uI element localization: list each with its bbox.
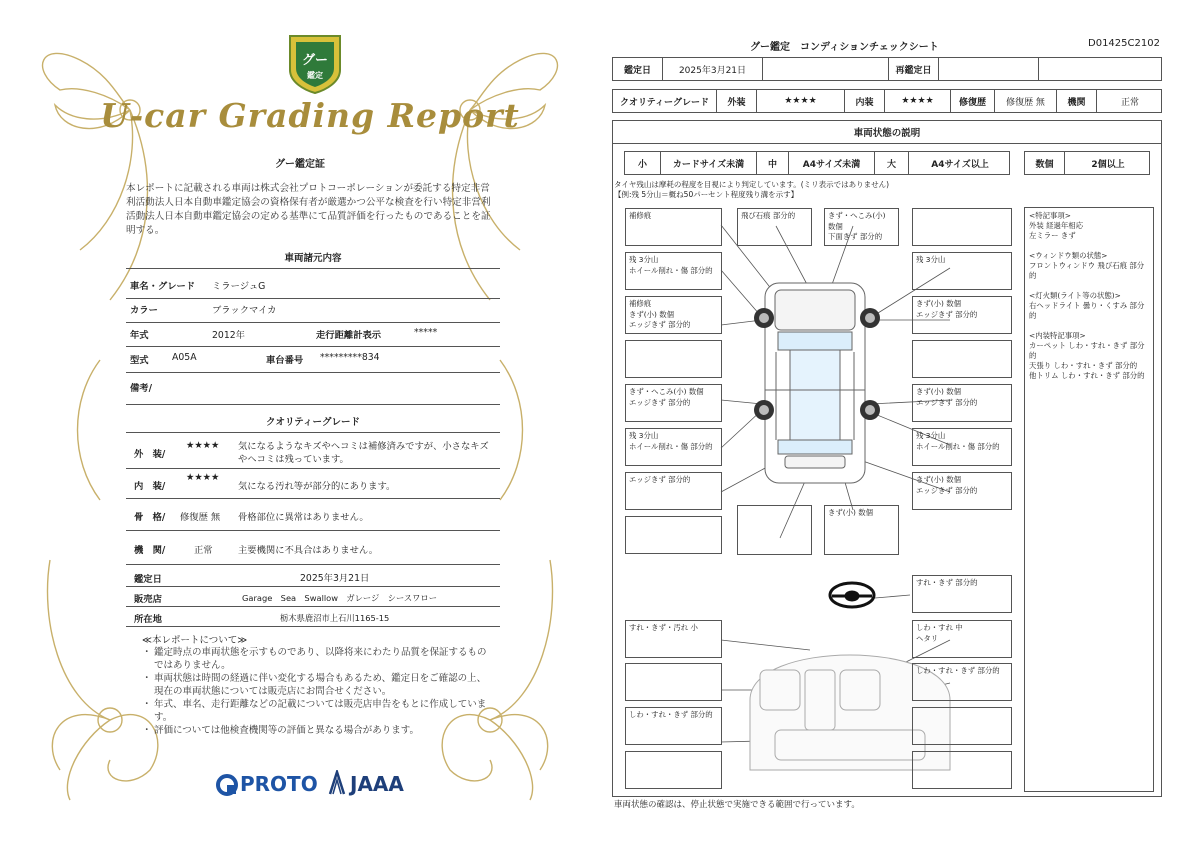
- grade-row: クオリティーグレード 外装 ★★★★ 内装 ★★★★ 修復歴 修復歴 無 機関 正常: [612, 89, 1162, 113]
- note-box-left-rear-door: きず・へこみ(小) 数個 エッジきず 部分的: [625, 384, 722, 422]
- note-box-right-fender: きず(小) 数個 エッジきず 部分的: [912, 296, 1012, 334]
- note-box-driver-seat: しわ・すれ 中 ヘタリ: [912, 620, 1012, 658]
- spec-row-model: 型式 A05A 車台番号 *********834: [126, 346, 500, 373]
- tire-note: タイヤ残山は摩耗の程度を目視により判定しています。(ミリ表示ではありません) 【例:残 5分山＝概ね50パーセント程度残り溝を示す】: [614, 180, 890, 199]
- quality-row-engine: 機 関/ 正常 主要機関に不具合はありません。: [126, 530, 500, 565]
- certificate-title: グー鑑定証: [275, 159, 325, 170]
- note-box-floor-left: [625, 751, 722, 789]
- quality-row-interior: 内 装/ ★★★★ 気になる汚れ等が部分的にあります。: [126, 468, 500, 499]
- svg-text:鑑定: 鑑定: [307, 71, 323, 80]
- note-box-steering: すれ・きず 部分的: [912, 575, 1012, 613]
- spec-row-color: カラー ブラックマイカ: [126, 298, 500, 323]
- list-item: ・ 車両状態は時間の経過に伴い変化する場合もあるため、鑑定日をご確認の上、現在の車両状態については販売店にお問合せください。: [142, 672, 488, 698]
- report-script-title: U-car Grading Report: [100, 96, 520, 135]
- spec-row-remarks: 備考/: [126, 372, 500, 405]
- date-row: 鑑定日 2025年3月21日 再鑑定日: [612, 57, 1162, 81]
- note-box-left-fender: 補修痕 きず(小) 数個 エッジきず 部分的: [625, 296, 722, 334]
- note-box-tire-fr: 残 3分山: [912, 252, 1012, 290]
- note-box-right-rear-door: きず(小) 数個 エッジきず 部分的: [912, 384, 1012, 422]
- quality-row-frame: 骨 格/ 修復歴 無 骨格部位に異常はありません。: [126, 498, 500, 531]
- appraisal-date-row: 鑑定日 2025年3月21日: [126, 566, 500, 587]
- footer-note: 車両状態の確認は、停止状態で実施できる範囲で行っています。: [614, 800, 860, 810]
- spec-row-year: 年式 2012年 走行距離計表示 *****: [126, 322, 500, 347]
- goo-badge-icon: [286, 30, 344, 94]
- shop-row: 販売店 Garage Sea Swallow ガレージ シースワロー: [126, 586, 500, 607]
- list-item: ・ 年式、車名、走行距離などの記載については販売店申告をもとに作成しています。: [142, 698, 488, 724]
- note-box-bottom-left: [625, 516, 722, 554]
- note-box-front-left: 補修痕: [625, 208, 722, 246]
- divider: [126, 432, 500, 433]
- note-box-tire-fl: 残 3分山 ホイール削れ・傷 部分的: [625, 252, 722, 290]
- list-item: ・ 鑑定時点の車両状態を示すものであり、以降将来にわたり品質を保証するものではありません。: [142, 646, 488, 672]
- quality-row-exterior: 外 装/ ★★★★ 気になるようなキズやヘコミは補修済みですが、小さなキズやヘコミは残っています。: [126, 434, 500, 469]
- condition-check-sheet: [600, 0, 1200, 848]
- location-row: 所在地 栃木県鹿沼市上石川1165-15: [126, 606, 500, 627]
- note-box-rear-right: きず(小) 数個 エッジきず 部分的: [912, 472, 1012, 510]
- list-item: ・ 評価については他検査機関等の評価と異なる場合があります。: [142, 724, 488, 737]
- sheet-title: グー鑑定 コンディションチェックシート: [750, 42, 939, 53]
- svg-text:グー: グー: [301, 53, 329, 68]
- note-box-floor-right: [912, 751, 1012, 789]
- note-box-tire-rr: 残 3分山 ホイール削れ・傷 部分的: [912, 428, 1012, 466]
- note-box-left-door: [625, 340, 722, 378]
- note-box-front-right: きず・へこみ(小) 数個 下面きず 部分的: [824, 208, 899, 246]
- note-box-rear-bumper: きず(小) 数個: [824, 505, 899, 555]
- note-box-bottom-center: [737, 505, 812, 555]
- specs-title: 車両諸元内容: [284, 253, 342, 264]
- document-id: D01425C2102: [1088, 38, 1160, 49]
- special-notes: <特記事項> 外装 経過年相応 左ミラー きず <ウィンドウ類の状態> フロントウィンドウ 飛び石痕 部分的 <灯火類(ライト等の状態)> 右ヘッドライト 曇り・くすみ 部分的 <内装特記事項> カーペット しわ・すれ・きず 部分的 天張り しわ・すれ・きず 部分的 他トリム しわ・すれ・きず 部分的: [1024, 207, 1154, 792]
- jaaa-logo-icon: [328, 770, 346, 796]
- jaaa-logo-text: JAAA: [350, 772, 404, 796]
- note-box-trunk: [912, 707, 1012, 745]
- note-box-passenger-seat: [625, 663, 722, 701]
- note-box-center-console: しわ・すれ・きず 部分的: [912, 663, 1012, 701]
- proto-logo-icon: [216, 774, 238, 796]
- notes-title: ≪本レポートについて≫: [142, 635, 248, 646]
- note-box-front-far-right: [912, 208, 1012, 246]
- note-box-rear-left: エッジきず 部分的: [625, 472, 722, 510]
- size-legend: 小 カードサイズ未満 中 A4サイズ未満 大 A4サイズ以上: [624, 151, 1010, 175]
- notes-list: [142, 646, 488, 737]
- steering-wheel-icon: [830, 583, 874, 607]
- spec-row-name: 車名・グレード ミラージュG: [126, 274, 500, 299]
- note-box-dashboard: すれ・きず・汚れ 小: [625, 620, 722, 658]
- panel-title: 車両状態の説明: [613, 121, 1161, 144]
- certificate-body: 本レポートに記載される車両は株式会社プロトコーポレーションが委託する特定非営利活動法人日本自動車鑑定協会の資格保有者が厳選かつ公平な検査を行い特定非営利活動法人日本自動車鑑定協会の定める基準にて品質評価を行ったものであることを証明する。: [126, 183, 491, 236]
- quality-title: クオリティーグレード: [265, 417, 361, 428]
- note-box-tire-rl: 残 3分山 ホイール削れ・傷 部分的: [625, 428, 722, 466]
- note-box-right-door: [912, 340, 1012, 378]
- proto-logo-text: PROTO: [240, 772, 318, 796]
- note-box-front-center: 飛び石痕 部分的: [737, 208, 812, 246]
- divider: [126, 268, 500, 269]
- note-box-rear-seat: しわ・すれ・きず 部分的: [625, 707, 722, 745]
- count-legend: 数個 2個以上: [1024, 151, 1150, 175]
